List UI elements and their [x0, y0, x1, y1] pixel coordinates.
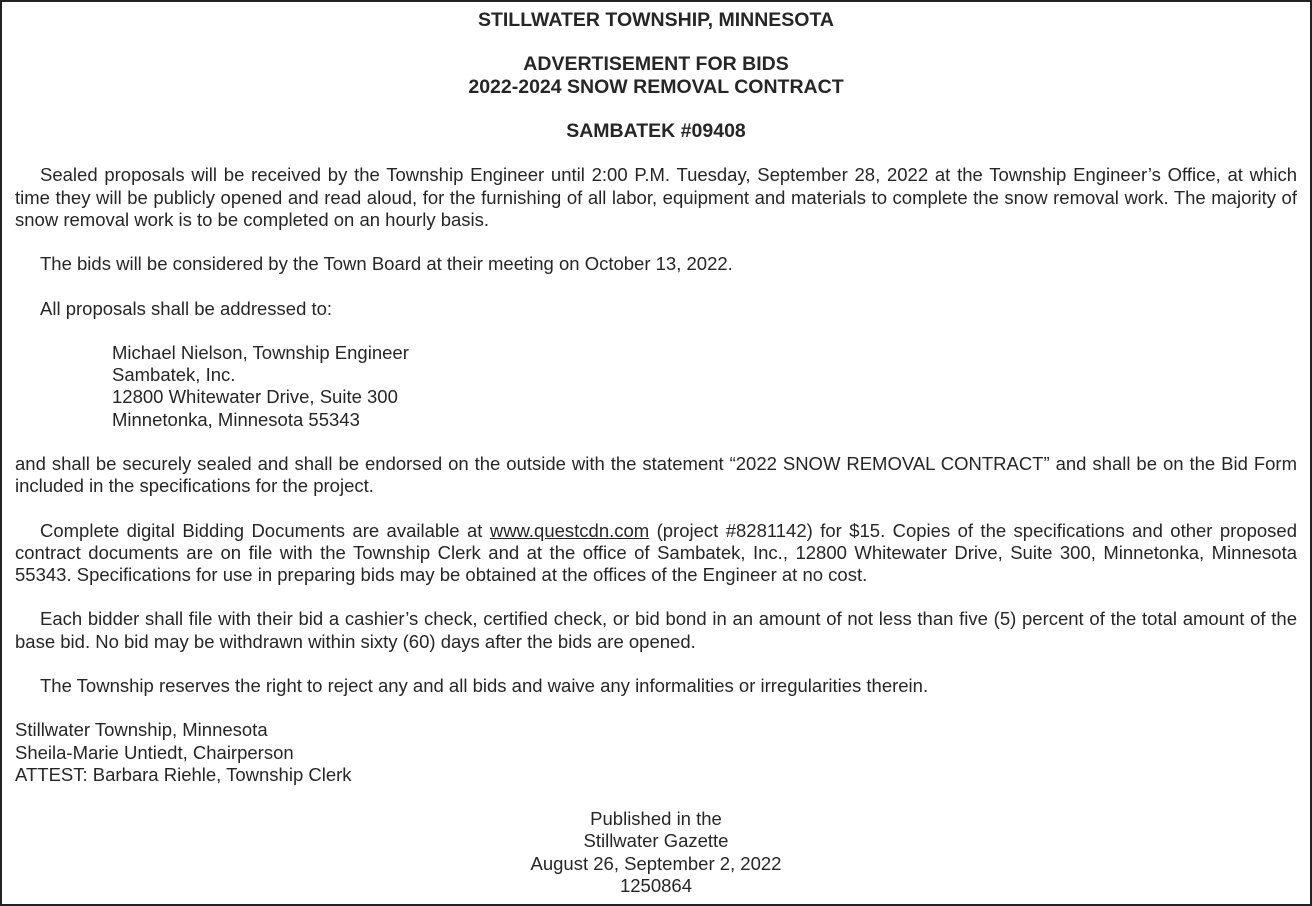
bidding-documents-paragraph: [15, 520, 1297, 587]
address-line-street: 12800 Whitewater Drive, Suite 300: [112, 386, 398, 408]
address-line-name: Michael Nielson, Township Engineer: [112, 341, 409, 363]
engineer-address: [15, 342, 1297, 431]
ad-title: ADVERTISEMENT FOR BIDS: [523, 53, 789, 76]
contract-title: 2022-2024 SNOW REMOVAL CONTRACT: [468, 75, 844, 98]
address-line-company: Sambatek, Inc.: [112, 364, 236, 386]
signature-township: Stillwater Township, Minnesota: [15, 719, 268, 741]
bidding-documents-text-end: (project #8281142) for $15. Copies of the specifications and other proposed contract documents are on file with the Township Clerk and at the office of Sambatek, Inc., 12800 Whitewater Drive, Suite 300, Minnetonka, Minnesota 55343. Specifications for use in preparing bids may be obtained at the offices of the Engineer at no cost.: [15, 519, 1297, 585]
publication-dates: August 26, September 2, 2022: [530, 852, 782, 874]
questcdn-link[interactable]: www.questcdn.com: [489, 519, 650, 541]
bidding-documents-text-start: Complete digital Bidding Documents are available at: [40, 519, 490, 541]
signature-chairperson: Sheila-Marie Untiedt, Chairperson: [15, 741, 294, 763]
bid-security-paragraph: Each bidder shall file with their bid a cashier’s check, certified check, or bid bond in an amount of not less than five (5) percent of the total amount of the base bid. No bid may be withdrawn within sixty (60) days after the bids are opened.: [15, 608, 1297, 652]
publication-id: 1250864: [619, 874, 693, 896]
proposal-paragraph: Sealed proposals will be received by the Township Engineer until 2:00 P.M. Tuesday, September 28, 2022 at the Township Engineer’s Office, at which time they will be publicly opened and read aloud, for the furnishing of all labor, equipment and materials to complete the snow removal work. The majority of snow removal work is to be completed on an hourly basis.: [15, 164, 1297, 230]
board-meeting-paragraph: The bids will be considered by the Town Board at their meeting on October 13, 2022.: [40, 253, 733, 275]
township-heading: STILLWATER TOWNSHIP, MINNESOTA: [477, 9, 835, 31]
address-line-city: Minnetonka, Minnesota 55343: [112, 408, 360, 430]
addressed-to-paragraph: All proposals shall be addressed to:: [40, 297, 333, 319]
project-number: SAMBATEK #09408: [566, 119, 746, 142]
signature-block: [15, 719, 1297, 786]
newspaper-name: Stillwater Gazette: [583, 830, 729, 852]
signature-attest: ATTEST: Barbara Riehle, Township Clerk: [15, 763, 352, 785]
reservation-paragraph: The Township reserves the right to reject any and all bids and waive any informalities or irregularities therein.: [40, 674, 929, 696]
sealing-paragraph: and shall be securely sealed and shall be endorsed on the outside with the statement “2022 SNOW REMOVAL CONTRACT” and shall be on the Bid Form included in the specifications for the project.: [15, 452, 1297, 497]
published-in-label: Published in the: [590, 808, 722, 830]
publication-info: [15, 808, 1297, 897]
